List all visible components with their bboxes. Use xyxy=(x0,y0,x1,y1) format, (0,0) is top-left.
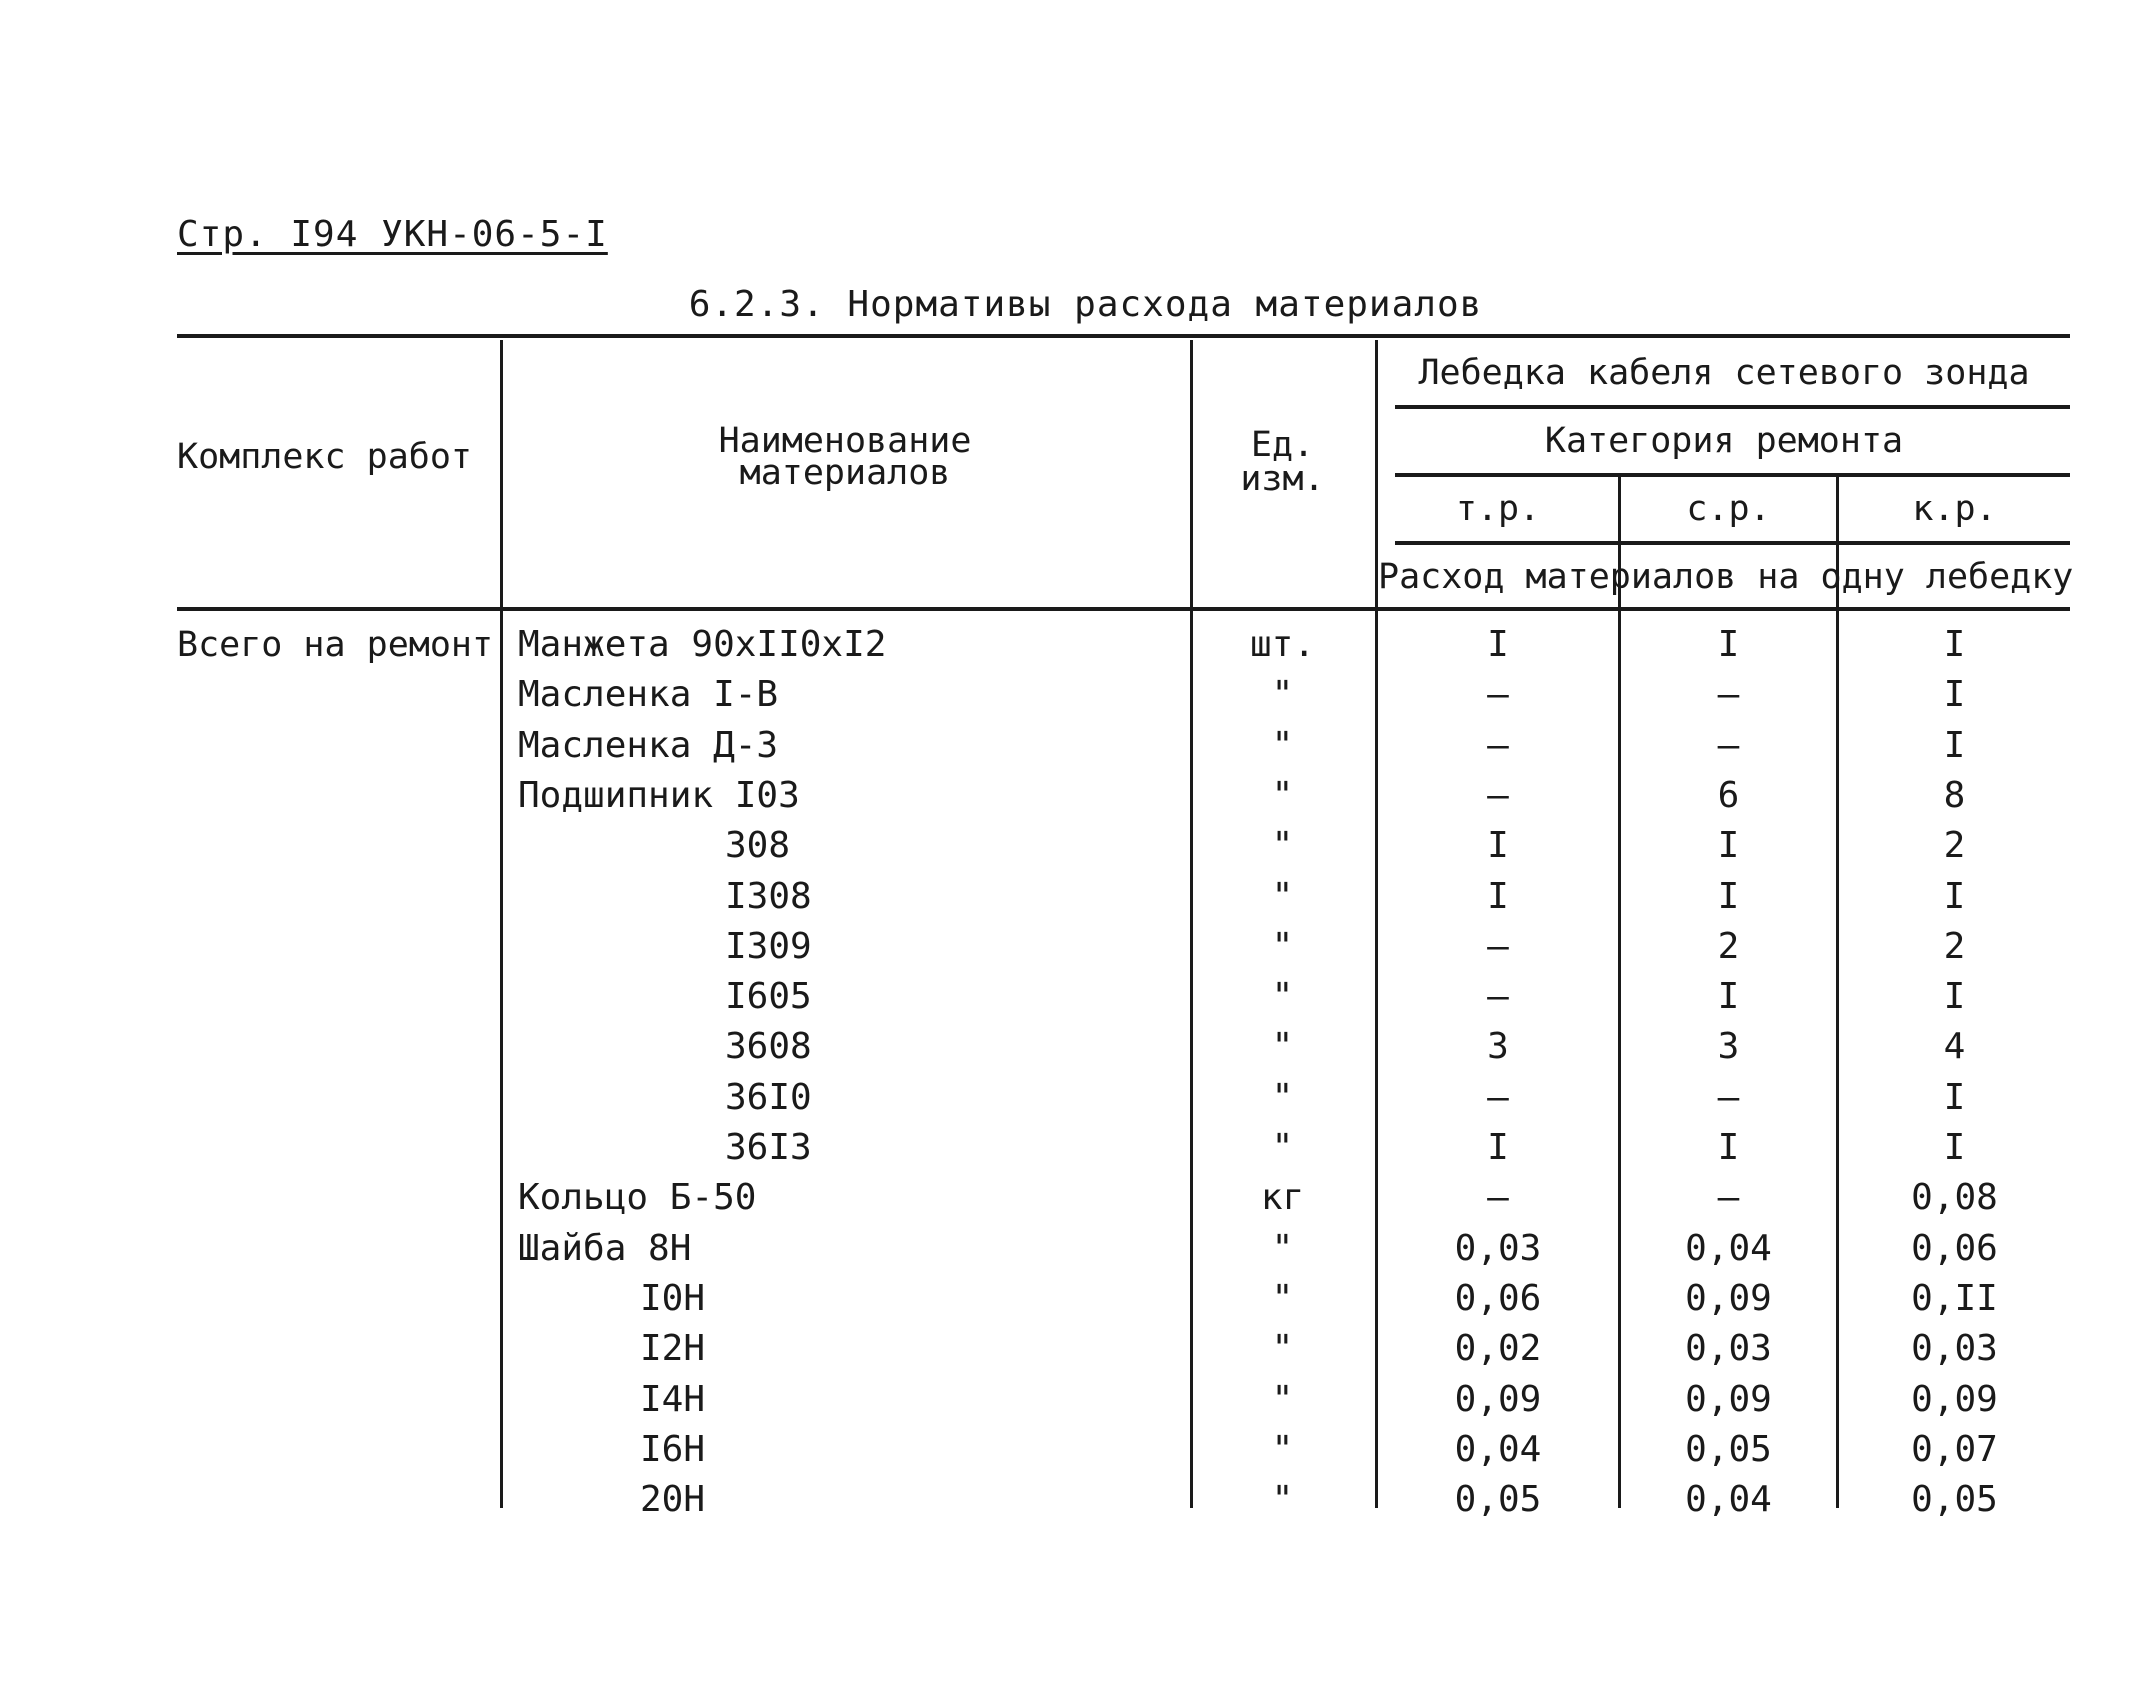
material-name-cell: Манжета 90хII0хI2 xyxy=(518,624,887,665)
tr-value-cell: 0,03 xyxy=(1454,1227,1542,1269)
material-name-cell: 36I3 xyxy=(725,1127,812,1168)
table-row xyxy=(0,670,2141,720)
tr-value-cell: – xyxy=(1487,1076,1509,1118)
sr-value-cell: I xyxy=(1717,875,1740,917)
tr-value-cell: 3 xyxy=(1487,1026,1509,1068)
sr-value-cell: – xyxy=(1717,1076,1740,1118)
unit-cell: " xyxy=(1271,1127,1294,1168)
table-row xyxy=(0,1425,2141,1475)
header-subgroup: Категория ремонта xyxy=(1544,421,1904,461)
material-name-cell: I0Н xyxy=(640,1277,706,1319)
kr-value-cell: 4 xyxy=(1943,1026,1966,1068)
unit-cell: " xyxy=(1271,774,1294,816)
sr-value-cell: I xyxy=(1717,624,1740,665)
unit-cell: " xyxy=(1271,925,1294,967)
material-name-cell: I6Н xyxy=(640,1428,706,1470)
sr-value-cell: I xyxy=(1717,976,1740,1018)
tr-value-cell: – xyxy=(1487,925,1509,967)
header-unit-1: Ед. xyxy=(1250,425,1315,465)
sr-value-cell: 0,04 xyxy=(1685,1479,1772,1521)
tr-value-cell: 0,09 xyxy=(1454,1378,1542,1420)
tr-value-cell: I xyxy=(1487,624,1509,665)
unit-cell: " xyxy=(1271,976,1294,1018)
material-name-cell: Подшипник I03 xyxy=(518,774,800,816)
unit-cell: " xyxy=(1271,1378,1294,1420)
material-name-cell: 308 xyxy=(725,825,791,867)
header-work-complex: Комплекс работ xyxy=(177,437,473,477)
table-row xyxy=(0,1123,2141,1173)
section-title xyxy=(0,284,2141,325)
header-consumption: Расход материалов на одну лебедку xyxy=(1378,557,2074,597)
unit-cell: " xyxy=(1271,1277,1294,1319)
kr-value-cell: 0,05 xyxy=(1911,1479,1998,1521)
table-row xyxy=(0,1224,2141,1274)
unit-cell: " xyxy=(1271,1026,1294,1068)
kr-value-cell: 0,07 xyxy=(1911,1428,1998,1470)
material-name-cell: I605 xyxy=(725,976,812,1018)
material-name-cell: 20Н xyxy=(640,1479,706,1521)
table-row xyxy=(0,922,2141,972)
unit-cell: " xyxy=(1271,1428,1294,1470)
tr-value-cell: 0,05 xyxy=(1454,1479,1542,1521)
sr-value-cell: – xyxy=(1717,674,1740,716)
sr-value-cell: I xyxy=(1717,825,1740,867)
table-row xyxy=(0,721,2141,771)
kr-value-cell: I xyxy=(1943,724,1966,766)
sr-value-cell: 0,03 xyxy=(1685,1328,1772,1370)
table-row xyxy=(0,1022,2141,1072)
unit-cell: " xyxy=(1271,875,1294,917)
sr-value-cell: 6 xyxy=(1717,774,1740,816)
kr-value-cell: I xyxy=(1943,875,1966,917)
header-bottom-rule xyxy=(177,607,2070,611)
tr-value-cell: – xyxy=(1487,976,1509,1018)
sr-value-cell: – xyxy=(1717,724,1740,766)
kr-value-cell: 0,03 xyxy=(1911,1328,1998,1370)
kr-value-cell: I xyxy=(1943,1127,1966,1168)
header-material-name-1: Наименование xyxy=(718,421,972,461)
sr-value-cell: 2 xyxy=(1717,925,1740,967)
sr-value-cell: 0,04 xyxy=(1685,1227,1772,1269)
unit-cell: " xyxy=(1271,1227,1294,1269)
unit-cell: " xyxy=(1271,724,1294,766)
sr-value-cell: 0,09 xyxy=(1685,1378,1772,1420)
table-row xyxy=(0,1274,2141,1324)
table-top-rule xyxy=(177,334,2070,338)
kr-value-cell: 2 xyxy=(1943,825,1966,867)
work-complex-cell: Всего на ремонт xyxy=(177,625,494,665)
kr-value-cell: I xyxy=(1943,1076,1966,1118)
table-row xyxy=(0,872,2141,922)
table-row xyxy=(0,1173,2141,1223)
material-name-cell: Масленка I-В xyxy=(518,674,779,716)
material-name-cell: Масленка Д-3 xyxy=(518,724,779,766)
material-name-cell: Кольцо Б-50 xyxy=(518,1177,757,1219)
kr-value-cell: I xyxy=(1943,976,1966,1018)
tr-value-cell: – xyxy=(1487,774,1509,816)
header-group: Лебедка кабеля сетевого зонда xyxy=(1418,353,2030,393)
section-title-text: 6.2.3. Нормативы расхода материалов xyxy=(688,284,1483,325)
table-row xyxy=(0,1375,2141,1425)
unit-cell: " xyxy=(1271,674,1294,716)
tr-value-cell: – xyxy=(1487,674,1509,716)
sr-value-cell: 0,09 xyxy=(1685,1277,1772,1319)
material-name-cell: I2Н xyxy=(640,1328,706,1370)
kr-value-cell: 2 xyxy=(1943,925,1966,967)
kr-value-cell: 0,06 xyxy=(1911,1227,1998,1269)
tr-value-cell: 0,06 xyxy=(1454,1277,1542,1319)
page-reference: Стр. I94 УКН-06-5-I xyxy=(177,214,608,255)
category-rule xyxy=(1395,541,2070,545)
header-material-name-2: материалов xyxy=(739,453,951,493)
table-row xyxy=(0,821,2141,871)
material-name-cell: I309 xyxy=(725,925,812,967)
tr-value-cell: 0,04 xyxy=(1454,1428,1542,1470)
table-row xyxy=(0,620,2141,670)
tr-value-cell: – xyxy=(1487,724,1509,766)
material-name-cell: Шайба 8Н xyxy=(518,1227,692,1269)
kr-value-cell: I xyxy=(1943,674,1966,716)
sr-value-cell: I xyxy=(1717,1127,1740,1168)
unit-cell: " xyxy=(1271,825,1294,867)
table-row xyxy=(0,1475,2141,1525)
unit-cell: " xyxy=(1271,1076,1294,1118)
tr-value-cell: 0,02 xyxy=(1454,1328,1542,1370)
tr-value-cell: I xyxy=(1487,825,1509,867)
material-name-cell: I4Н xyxy=(640,1378,706,1420)
subgroup-rule xyxy=(1395,473,2070,477)
sr-value-cell: 0,05 xyxy=(1685,1428,1772,1470)
unit-cell: " xyxy=(1271,1328,1294,1370)
kr-value-cell: 0,II xyxy=(1911,1277,1998,1319)
tr-value-cell: – xyxy=(1487,1177,1509,1219)
kr-value-cell: I xyxy=(1943,624,1966,665)
kr-value-cell: 0,09 xyxy=(1911,1378,1998,1420)
material-name-cell: 3608 xyxy=(725,1026,812,1068)
sr-value-cell: – xyxy=(1717,1177,1740,1219)
kr-value-cell: 0,08 xyxy=(1911,1177,1998,1219)
material-name-cell: I308 xyxy=(725,875,812,917)
tr-value-cell: I xyxy=(1487,1127,1509,1168)
table-row xyxy=(0,972,2141,1022)
header-unit-2: изм. xyxy=(1240,459,1325,499)
table-row xyxy=(0,1073,2141,1123)
kr-value-cell: 8 xyxy=(1943,774,1966,816)
unit-cell: " xyxy=(1271,1479,1294,1521)
unit-cell: шт. xyxy=(1249,624,1316,665)
unit-cell: кг xyxy=(1260,1177,1305,1219)
header-col-sr: с.р. xyxy=(1686,489,1771,529)
table-row xyxy=(0,771,2141,821)
tr-value-cell: I xyxy=(1487,875,1509,917)
table-row xyxy=(0,1324,2141,1374)
header-col-kr: к.р. xyxy=(1912,489,1997,529)
group-rule xyxy=(1395,405,2070,409)
header-col-tr: т.р. xyxy=(1455,489,1541,529)
material-name-cell: 36I0 xyxy=(725,1076,812,1118)
sr-value-cell: 3 xyxy=(1717,1026,1740,1068)
